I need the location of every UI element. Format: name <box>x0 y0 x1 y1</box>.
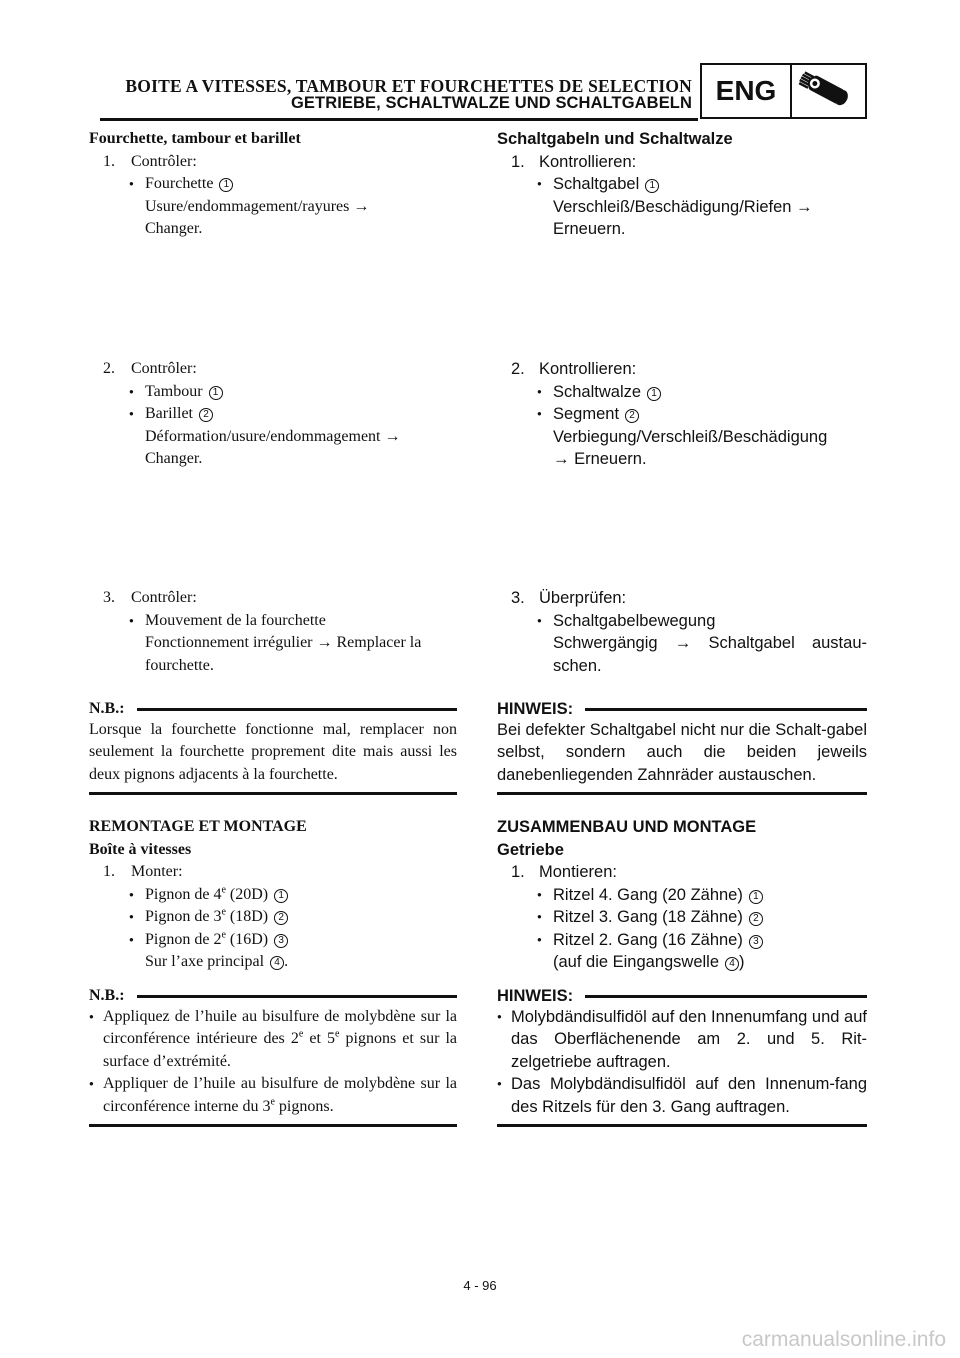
fr-step-2-bullet-2: ● Barillet 2 <box>89 403 457 426</box>
ref-4-icon: 4 <box>725 957 739 971</box>
fr-assembly-bullet-3: ● Pignon de 2e (16D) 3 <box>89 929 457 952</box>
de-note-2-end-rule <box>497 1124 867 1127</box>
header-title-french: BOITE A VITESSES, TAMBOUR ET FOURCHETTES DE SELECTION <box>125 76 692 96</box>
fr-assembly-subheading: Boîte à vitesses <box>89 840 192 858</box>
fr-note-1-title: N.B.: <box>89 700 125 717</box>
fr-note-2-bullet-2: ● Appliquer de l’huile au bisulfure de molybdène sur la circonférence interne du 3e pignons. <box>89 1073 457 1118</box>
header-title-german: GETRIEBE, SCHALTWALZE UND SCHALTGABELN <box>290 94 692 112</box>
de-step-2-bullet-2: ● Segment 2 <box>497 403 867 426</box>
fr-note-1 <box>89 698 457 795</box>
de-note-1-title: HINWEIS: <box>497 700 574 718</box>
fr-step-2-bullet-1: ● Tambour 1 <box>89 381 457 404</box>
de-step-2-bullet-1: ● Schaltwalze 1 <box>497 381 867 404</box>
de-step-1-bullet: ● Schaltgabel 1 <box>497 173 867 196</box>
de-step-1-line-2: Erneuern. <box>553 220 626 238</box>
ref-2-icon: 2 <box>199 408 213 422</box>
ref-2-icon: 2 <box>749 912 763 926</box>
fr-step-3-line-2: fourchette. <box>145 656 214 674</box>
ref-2-icon: 2 <box>274 911 288 925</box>
ref-1-icon: 1 <box>749 890 763 904</box>
fr-step-3: 3. Contrôler: <box>103 589 197 606</box>
fr-step-2: 2. Contrôler: <box>103 360 197 377</box>
de-step-3-bullet: ● Schaltgabelbewegung <box>497 610 867 633</box>
engine-bolt-icon <box>792 65 865 117</box>
de-step-2-line-2: → Erneuern. <box>553 450 647 468</box>
fr-step-2-line-1: Déformation/usure/endommagement → <box>145 427 401 445</box>
ref-1-icon: 1 <box>209 386 223 400</box>
de-assembly-line-1: (auf die Eingangswelle 4 ) <box>553 953 745 971</box>
de-assembly-step-1: 1. Montieren: <box>511 863 617 881</box>
de-note-2 <box>497 985 867 1127</box>
fr-step-1-line-2: Changer. <box>145 220 203 237</box>
ref-3-icon: 3 <box>274 934 288 948</box>
de-step-2-line-1: Verbiegung/Verschleiß/Beschädigung <box>553 427 828 446</box>
fr-note-2 <box>89 985 457 1127</box>
fr-step-1: 1. Contrôler: <box>103 152 197 170</box>
fr-step-3-bullet: ● Mouvement de la fourchette <box>89 610 457 633</box>
fr-note-1-end-rule <box>89 792 457 795</box>
ref-1-icon: 1 <box>219 178 233 192</box>
de-note-1-text: Bei defekter Schaltgabel nicht nur die Schalt-gabel selbst, sondern auch die beiden jeweils danebenliegenden Zahnräder austauschen. <box>497 720 867 784</box>
ref-4-icon: 4 <box>270 956 284 970</box>
de-step-3: 3. Überprüfen: <box>511 589 627 607</box>
header-rule <box>100 118 698 121</box>
de-section-heading: Schaltgabeln und Schaltwalze <box>497 130 733 148</box>
de-assembly-heading: ZUSAMMENBAU UND MONTAGE <box>497 818 757 836</box>
fr-note-2-title: N.B.: <box>89 987 125 1004</box>
de-assembly-subheading: Getriebe <box>497 840 564 859</box>
ref-2-icon: 2 <box>625 409 639 423</box>
fr-step-3-line-1: Fonctionnement irrégulier → Remplacer la <box>145 634 422 651</box>
de-assembly-bullet-2: ● Ritzel 3. Gang (18 Zähne) 2 <box>497 906 867 929</box>
ref-3-icon: 3 <box>749 935 763 949</box>
fr-assembly-bullet-2: ● Pignon de 3e (18D) 2 <box>89 906 457 929</box>
fr-note-2-end-rule <box>89 1124 457 1127</box>
ref-1-icon: 1 <box>645 179 659 193</box>
watermark: carmanualsonline.info <box>741 1328 946 1351</box>
fr-step-1-line-1: Usure/endommagement/rayures → <box>145 197 370 215</box>
de-note-2-title: HINWEIS: <box>497 987 574 1005</box>
de-assembly-bullet-3: ● Ritzel 2. Gang (16 Zähne) 3 <box>497 929 867 952</box>
ref-1-icon: 1 <box>647 387 661 401</box>
de-step-3-line-2: schen. <box>553 656 602 675</box>
fr-assembly-step-1: 1. Monter: <box>103 863 183 880</box>
de-step-1-line-1: Verschleiß/Beschädigung/Riefen → <box>553 197 813 216</box>
de-note-1 <box>497 698 867 795</box>
fr-step-2-line-2: Changer. <box>145 450 203 467</box>
fr-step-1-bullet: ● Fourchette 1 <box>89 173 457 196</box>
section-badge-label: ENG <box>702 65 792 117</box>
fr-section-heading: Fourchette, tambour et barillet <box>89 130 301 147</box>
de-step-1: 1. Kontrollieren: <box>511 152 637 171</box>
ref-1-icon: 1 <box>274 889 288 903</box>
de-assembly-bullet-1: ● Ritzel 4. Gang (20 Zähne) 1 <box>497 884 867 907</box>
fr-assembly-heading: REMONTAGE ET MONTAGE <box>89 818 307 835</box>
fr-assembly-line-1: Sur l’axe principal 4 . <box>145 953 289 970</box>
fr-assembly-bullet-1: ● Pignon de 4e (20D) 1 <box>89 884 457 907</box>
fr-note-1-text: Lorsque la fourchette fonctionne mal, remplacer non seulement la fourchette proprement dite mais aussi les deux pignons adjacents à la fourchette. <box>89 720 457 783</box>
fr-note-2-bullet-1: ● Appliquez de l’huile au bisulfure de molybdène sur la circonférence intérieure des 2e et 5e pignons et sur la surface d’extrémité. <box>89 1006 457 1074</box>
page-number: 4 - 96 <box>463 1278 497 1293</box>
de-step-2: 2. Kontrollieren: <box>511 360 637 378</box>
de-note-2-bullet-1: ● Molybdändisulfidöl auf den Innenumfang und auf das Oberflächenende am 2. und 5. Rit-zelgetriebe auftragen. <box>497 1006 867 1074</box>
de-step-3-line-1: Schwergängig → Schaltgabel austau- <box>553 634 867 652</box>
section-badge <box>700 63 867 119</box>
de-note-2-bullet-2: ● Das Molybdändisulfidöl auf den Innenum-fang des Ritzels für den 3. Gang auftragen. <box>497 1073 867 1118</box>
de-note-1-end-rule <box>497 792 867 795</box>
